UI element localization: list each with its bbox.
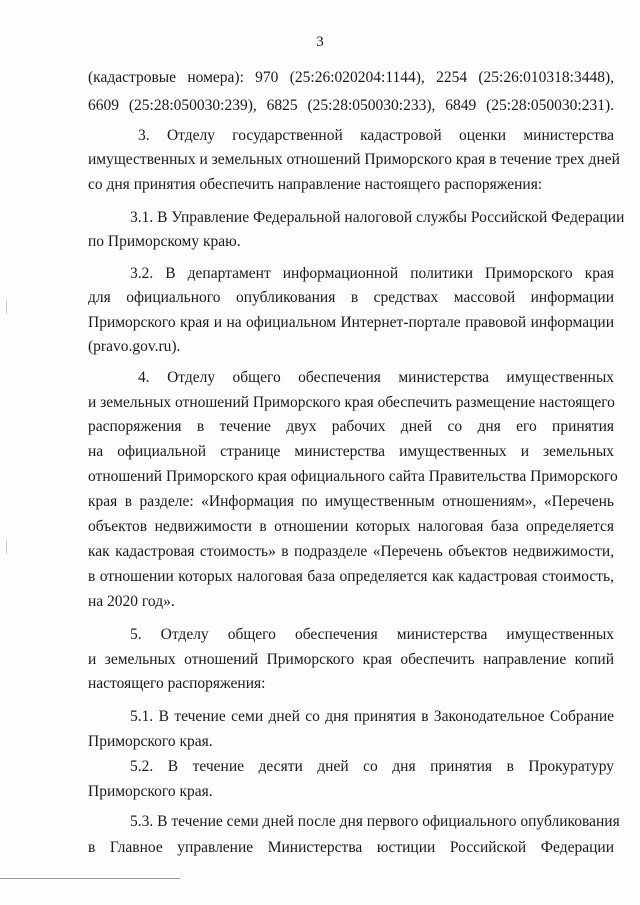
text-line: в отношении которых налоговая база определяется как кадастровая стоимость,: [88, 568, 614, 585]
scan-margin-mark: [6, 300, 7, 314]
text-line: 3.2. В департамент информационной политики Приморского края: [130, 265, 614, 282]
text-line: Приморского края.: [88, 733, 213, 750]
text-line: по Приморскому краю.: [88, 233, 241, 250]
text-line: Приморского края.: [88, 783, 213, 800]
page-number: 3: [316, 34, 324, 50]
text-line: настоящего распоряжения:: [88, 675, 266, 692]
text-line: 6609 (25:28:050030:239), 6825 (25:28:050030:233), 6849 (25:28:050030:231).: [88, 97, 614, 114]
text-line: 5.1. В течение семи дней со дня принятия в Законодательное Собрание: [130, 708, 614, 725]
text-line: для официального опубликования в средствах массовой информации: [88, 289, 614, 306]
text-line: объектов недвижимости в отношении которых налоговая база определяется: [88, 518, 614, 535]
text-line: на 2020 год».: [88, 593, 175, 610]
scan-margin-mark: [6, 540, 7, 554]
text-line: имущественных и земельных отношений Приморского края в течение трех дней: [88, 151, 620, 168]
text-line: края в разделе: «Информация по имущественным отношениям», «Перечень: [88, 493, 614, 510]
text-line: (кадастровые номера): 970 (25:26:020204:1144), 2254 (25:26:010318:3448),: [88, 69, 614, 86]
text-line: и земельных отношений Приморского края обеспечить направление копий: [88, 651, 614, 668]
text-line: 5.2. В течение десяти дней со дня принятия в Прокуратуру: [130, 758, 614, 775]
text-line: как кадастровая стоимость» в подразделе «Перечень объектов недвижимости,: [88, 543, 614, 560]
footer-rule: [0, 878, 180, 879]
text-line: 3.1. В Управление Федеральной налоговой службы Российской Федерации: [130, 209, 625, 226]
text-line: 3. Отделу государственной кадастровой оценки министерства: [138, 127, 614, 144]
text-line: и земельных отношений Приморского края обеспечить размещение настоящего: [88, 394, 615, 411]
text-line: (pravo.gov.ru).: [88, 338, 181, 355]
text-line: распоряжения в течение двух рабочих дней со дня его принятия: [88, 418, 614, 435]
text-line: со дня принятия обеспечить направление настоящего распоряжения:: [88, 176, 543, 193]
text-line: Приморского края и на официальном Интернет-портале правовой информации: [88, 314, 614, 331]
text-line: 4. Отделу общего обеспечения министерства имущественных: [138, 369, 614, 386]
text-line: на официальной странице министерства имущественных и земельных: [88, 443, 614, 460]
text-line: 5.3. В течение семи дней после дня первого официального опубликования: [130, 813, 620, 830]
text-line: отношений Приморского края официального сайта Правительства Приморского: [88, 468, 618, 485]
text-line: 5. Отделу общего обеспечения министерства имущественных: [130, 626, 614, 643]
text-line: в Главное управление Министерства юстиции Российской Федерации: [88, 839, 614, 856]
